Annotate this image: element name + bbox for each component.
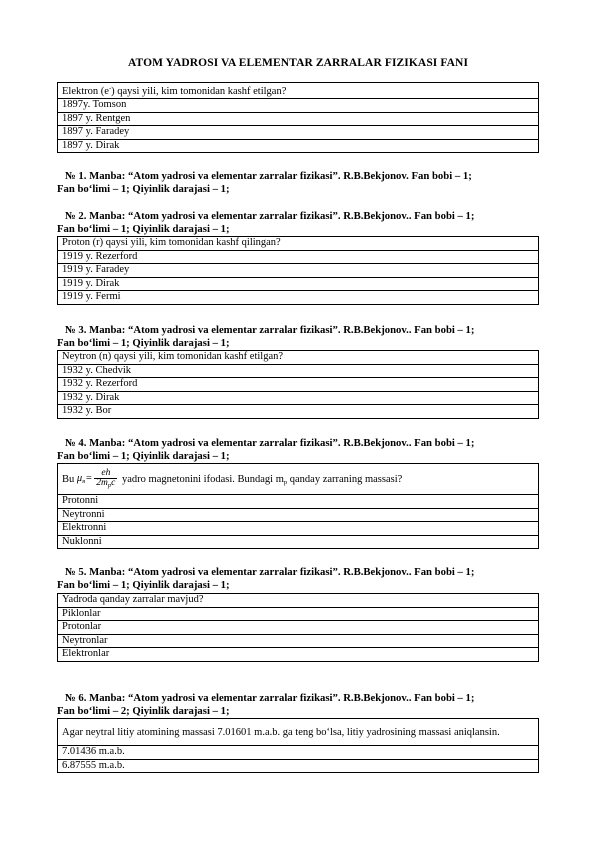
answer-option[interactable]: Elektronlar <box>58 648 539 662</box>
question-table-5 <box>57 593 539 662</box>
answer-option[interactable]: 1919 y. Rezerford <box>58 250 539 264</box>
answer-option[interactable]: 1932 y. Rezerford <box>58 378 539 392</box>
answer-option[interactable]: 1897 y. Dirak <box>58 139 539 153</box>
answer-option[interactable]: 1932 y. Bor <box>58 405 539 419</box>
answer-option[interactable]: Neytronlar <box>58 634 539 648</box>
answer-option[interactable]: 1932 y. Chedvik <box>58 364 539 378</box>
source-line-6: № 6. Manba: “Atom yadrosi va elementar zarralar fizikasi”. R.B.Bekjonov.. Fan bobi – 1; Fan bo‘limi – 2; Qiyinlik darajasi – 1; <box>57 692 475 717</box>
answer-option[interactable]: Protonni <box>58 495 539 509</box>
answer-option[interactable]: 6.87555 m.a.b. <box>58 759 539 773</box>
answer-option[interactable]: 1932 y. Dirak <box>58 391 539 405</box>
question-text: Elektron (e-) qaysi yili, kim tomonidan kashf etilgan? <box>58 83 539 99</box>
question-table-2 <box>57 236 539 305</box>
page-title: ATOM YADROSI VA ELEMENTAR ZARRALAR FIZIKASI FANI <box>127 57 469 69</box>
question-text: Bu $\mu_я=$ $\frac{eh}{2m_pc}$ yadro magnetonini ifodasi. Bundagi $m_p$ qanday zarraning massasi? <box>58 464 539 495</box>
magneton-formula: $\mu_я=$ $\frac{eh}{2m_pc}$ <box>76 467 116 489</box>
question-table-4 <box>57 463 539 549</box>
answer-option[interactable]: Protonlar <box>58 621 539 635</box>
answer-option[interactable]: Nuklonni <box>58 535 539 549</box>
source-line-3: № 3. Manba: “Atom yadrosi va elementar zarralar fizikasi”. R.B.Bekjonov.. Fan bobi – 1; Fan bo‘limi – 1; Qiyinlik darajasi – 1; <box>57 324 475 349</box>
answer-option[interactable]: 1897y. Tomson <box>58 99 539 113</box>
answer-option[interactable]: 1897 y. Faradey <box>58 126 539 140</box>
answer-option[interactable]: 7.01436 m.a.b. <box>58 746 539 760</box>
question-text: Proton (r) qaysi yili, kim tomonidan kashf qilingan? <box>58 237 539 251</box>
answer-option[interactable]: Elektronni <box>58 522 539 536</box>
answer-option[interactable]: Piklonlar <box>58 607 539 621</box>
question-text: Neytron (n) qaysi yili, kim tomonidan kashf etilgan? <box>58 351 539 365</box>
question-table-1 <box>57 82 539 153</box>
answer-option[interactable]: 1919 y. Dirak <box>58 277 539 291</box>
answer-option[interactable]: 1919 y. Fermi <box>58 291 539 305</box>
source-line-4: № 4. Manba: “Atom yadrosi va elementar zarralar fizikasi”. R.B.Bekjonov.. Fan bobi – 1; Fan bo‘limi – 1; Qiyinlik darajasi – 1; <box>57 437 475 462</box>
question-text: Yadroda qanday zarralar mavjud? <box>58 594 539 608</box>
question-text: Agar neytral litiy atomining massasi 7.01601 m.a.b. ga teng bo‘lsa, litiy yadrosining massasi aniqlansin. <box>58 719 539 746</box>
answer-option[interactable]: 1897 y. Rentgen <box>58 112 539 126</box>
answer-option[interactable]: Neytronni <box>58 508 539 522</box>
source-line-2: № 2. Manba: “Atom yadrosi va elementar zarralar fizikasi”. R.B.Bekjonov.. Fan bobi – 1; Fan bo‘limi – 1; Qiyinlik darajasi – 1; <box>57 210 475 235</box>
question-table-6 <box>57 718 539 773</box>
answer-option[interactable]: 1919 y. Faradey <box>58 264 539 278</box>
question-table-3 <box>57 350 539 419</box>
source-line-1: № 1. Manba: “Atom yadrosi va elementar zarralar fizikasi”. R.B.Bekjonov. Fan bobi – 1; Fan bo‘limi – 1; Qiyinlik darajasi – 1; <box>57 170 472 195</box>
source-line-5: № 5. Manba: “Atom yadrosi va elementar zarralar fizikasi”. R.B.Bekjonov.. Fan bobi – 1; Fan bo‘limi – 1; Qiyinlik darajasi – 1; <box>57 566 475 591</box>
